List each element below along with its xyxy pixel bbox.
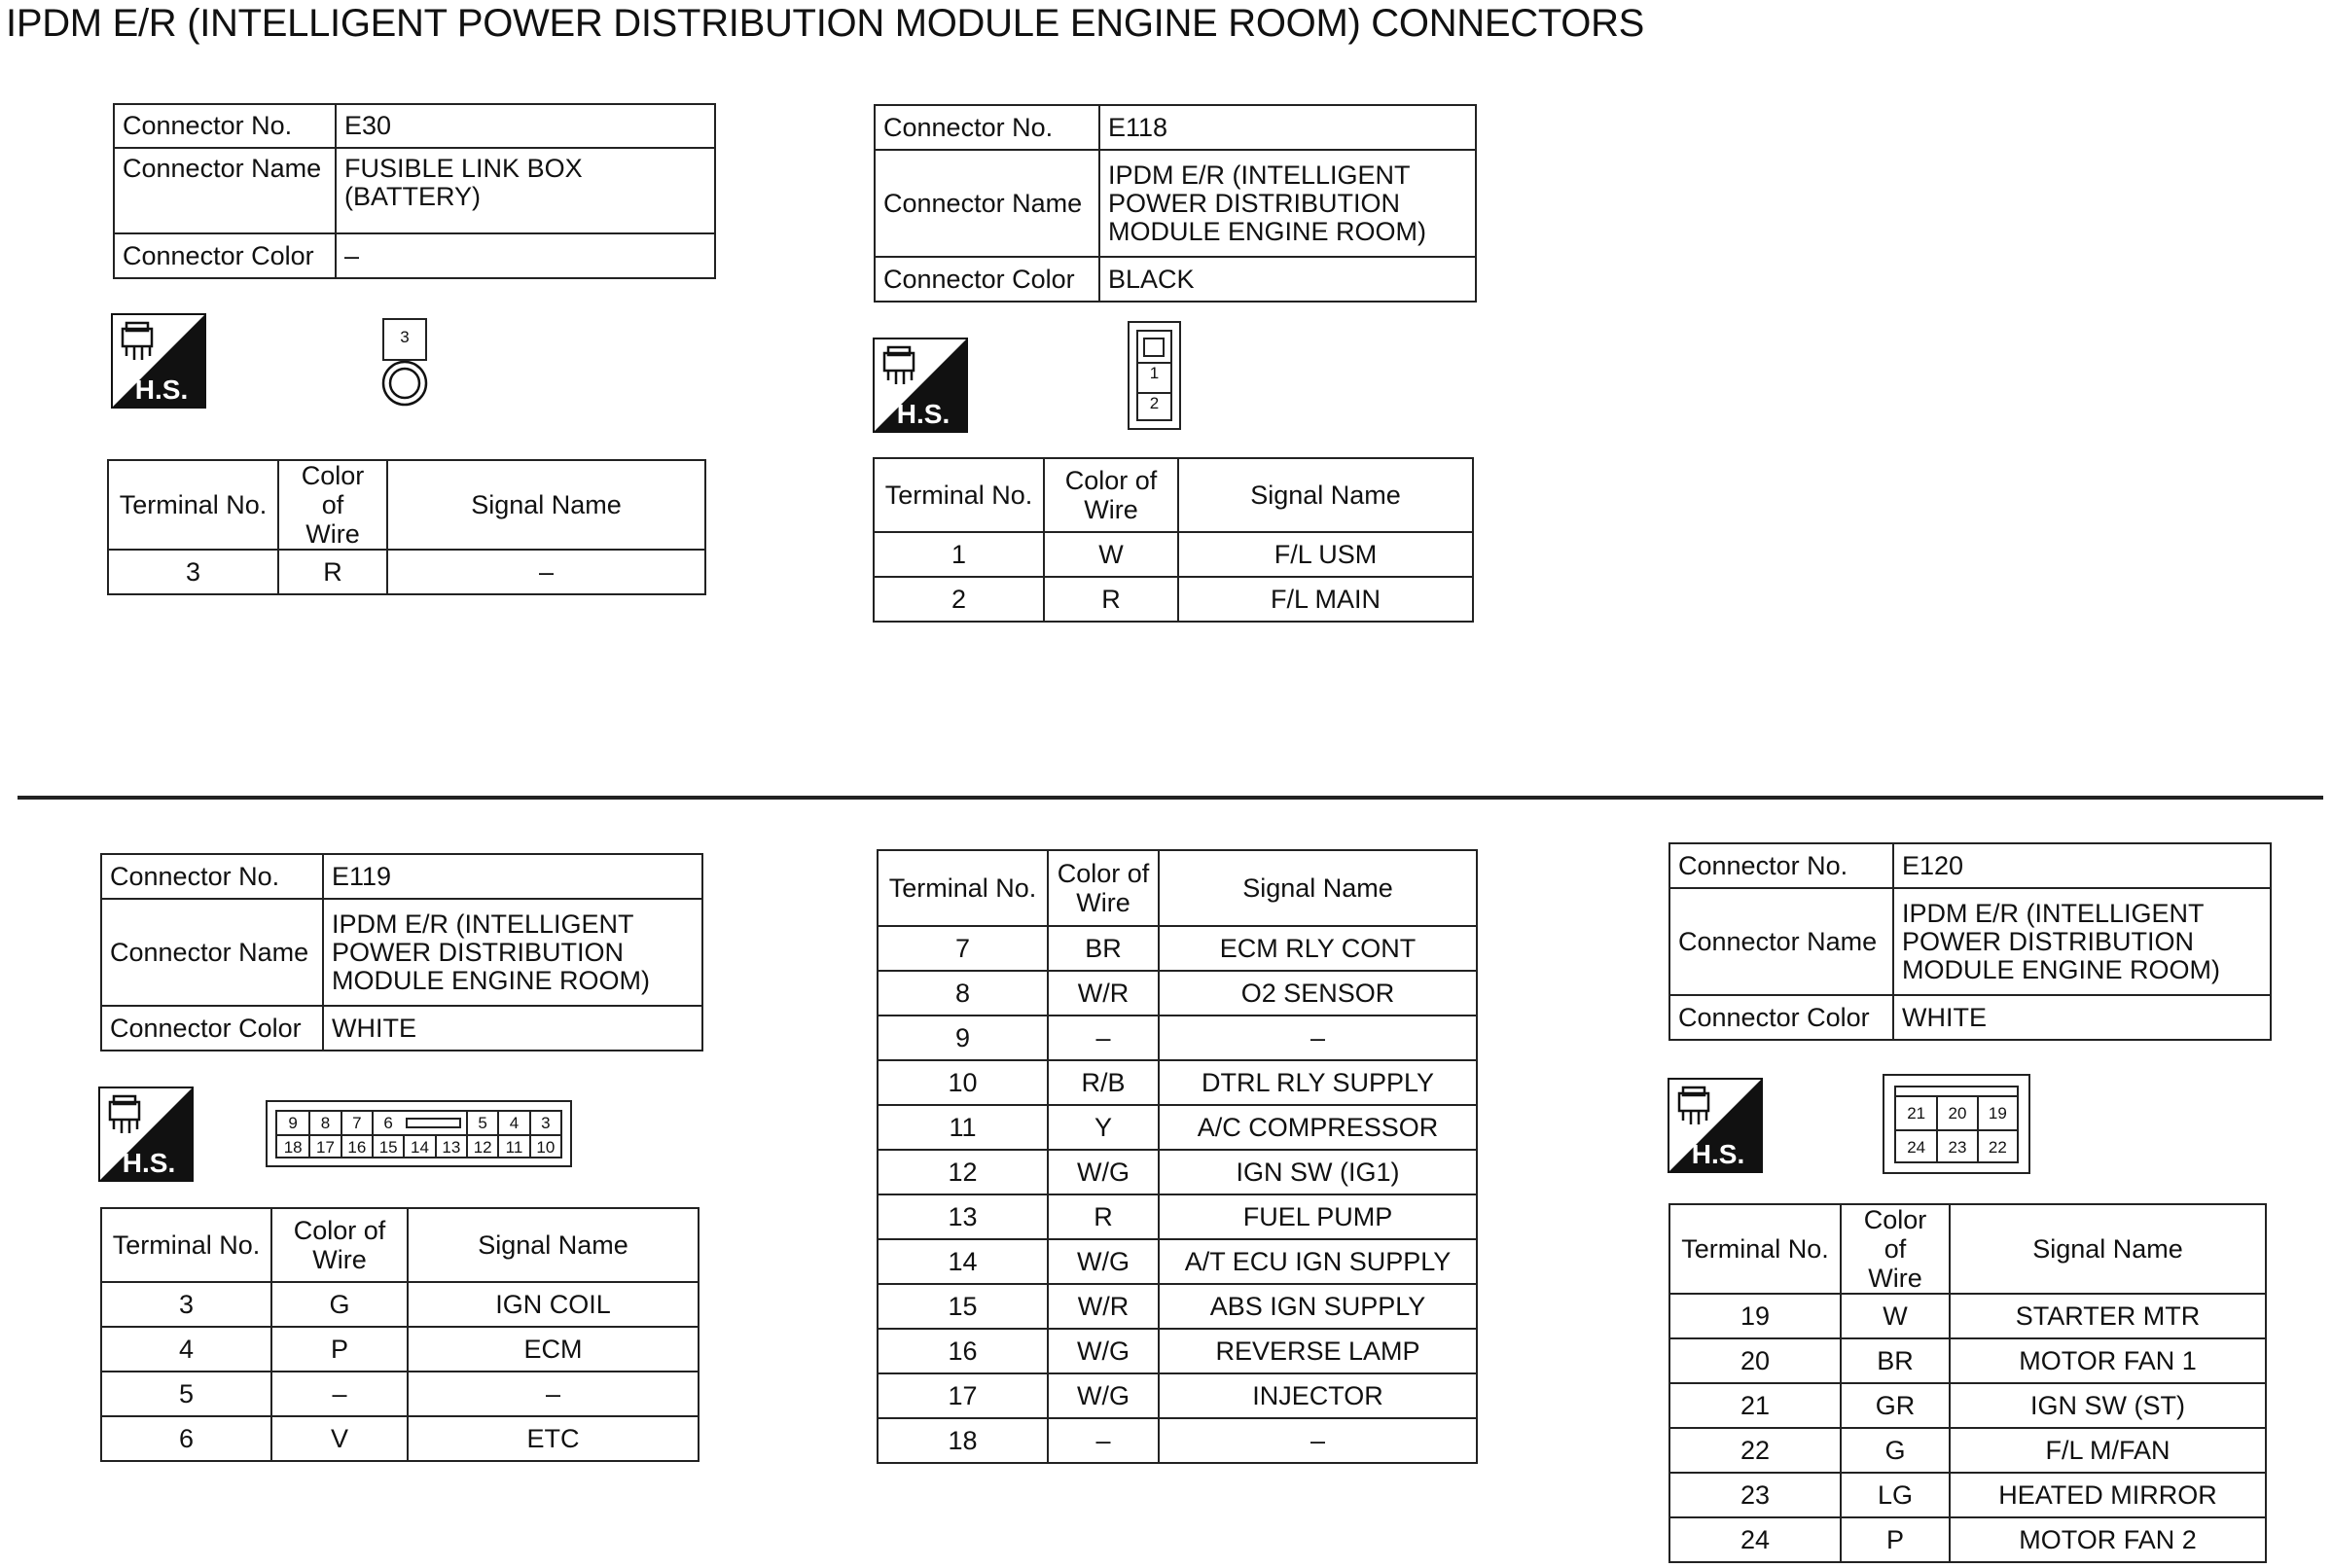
table-row [1669, 1473, 2266, 1517]
header-terminal-no: Terminal No. [874, 458, 1044, 532]
signal-name-cell: DTRL RLY SUPPLY [1159, 1060, 1477, 1105]
face-terminal: 4 [497, 1112, 528, 1134]
svg-text:H.S.: H.S. [1691, 1139, 1745, 1169]
svg-text:H.S.: H.S. [896, 399, 951, 429]
terminal-no-cell: 15 [878, 1284, 1048, 1329]
signal-name-cell: MOTOR FAN 2 [1950, 1517, 2266, 1562]
face-terminal: 19 [1977, 1097, 2017, 1129]
signal-name-cell: – [1159, 1418, 1477, 1463]
header-color-of-wire: Color of Wire [1841, 1204, 1950, 1294]
wire-color-cell: P [1841, 1517, 1950, 1562]
wire-color-cell: W/R [1048, 971, 1159, 1016]
face-terminal: 16 [341, 1134, 372, 1157]
ring-terminal-icon [379, 360, 430, 410]
wire-color-cell: W/G [1048, 1329, 1159, 1373]
face-terminal: 10 [529, 1134, 560, 1157]
table-row [878, 1105, 1477, 1150]
table-row [1669, 1428, 2266, 1473]
terminal-no-cell: 21 [1669, 1383, 1841, 1428]
terminal-table-e119-b [877, 849, 1478, 1464]
connector-info-e120 [1668, 842, 2272, 1041]
face-terminal: 21 [1907, 1104, 1926, 1123]
terminal-no-cell: 13 [878, 1194, 1048, 1239]
table-row [1669, 1383, 2266, 1428]
table-row [878, 1373, 1477, 1418]
wire-color-cell: W/G [1048, 1239, 1159, 1284]
connector-no-value: E30 [336, 104, 715, 148]
face-terminal: 20 [1936, 1097, 1976, 1129]
table-row: 3 G IGN COIL [101, 1282, 699, 1327]
harness-side-icon [1668, 1078, 1763, 1173]
wire-color-cell: – [1048, 1016, 1159, 1060]
header-signal-name: Signal Name [1950, 1204, 2266, 1294]
table-row [878, 1016, 1477, 1060]
table-row [1669, 1338, 2266, 1383]
terminal-no-cell: 23 [1669, 1473, 1841, 1517]
face-terminal: 24 [1896, 1129, 1936, 1161]
wire-color-cell: – [1048, 1418, 1159, 1463]
label-connector-color: Connector Color [1669, 995, 1893, 1040]
face-terminal: 18 [277, 1134, 308, 1157]
table-row [878, 1060, 1477, 1105]
label-connector-color: Connector Color [114, 233, 336, 278]
connector-name-value: IPDM E/R (INTELLIGENT POWER DISTRIBUTION MODULE ENGINE ROOM) [1099, 150, 1476, 257]
connector-face-e119 [266, 1100, 572, 1167]
header-signal-name: Signal Name [1178, 458, 1473, 532]
connector-latch-slot [406, 1118, 461, 1128]
wire-color-cell: BR [1048, 926, 1159, 971]
face-terminal: 2 [1136, 392, 1172, 413]
header-signal-name: Signal Name [387, 460, 705, 550]
terminal-no-cell: 17 [878, 1373, 1048, 1418]
table-row: 2 R F/L MAIN [874, 577, 1473, 622]
signal-name-cell: REVERSE LAMP [1159, 1329, 1477, 1373]
face-terminal: 11 [497, 1134, 528, 1157]
connector-face-e118 [1128, 321, 1181, 430]
label-connector-color: Connector Color [101, 1006, 323, 1051]
signal-name-cell: – [1159, 1016, 1477, 1060]
table-row [878, 1239, 1477, 1284]
wire-color-cell: LG [1841, 1473, 1950, 1517]
face-terminal: 12 [466, 1134, 497, 1157]
header-signal-name: Signal Name [1159, 850, 1477, 926]
signal-name-cell: INJECTOR [1159, 1373, 1477, 1418]
table-row [878, 926, 1477, 971]
terminal-no-cell: 24 [1669, 1517, 1841, 1562]
signal-name-cell: A/C COMPRESSOR [1159, 1105, 1477, 1150]
header-terminal-no: Terminal No. [108, 460, 278, 550]
face-terminal: 17 [308, 1134, 340, 1157]
face-terminal: 3 [400, 328, 410, 346]
terminal-no-cell: 16 [878, 1329, 1048, 1373]
terminal-no-cell: 19 [1669, 1294, 1841, 1338]
connector-name-value: FUSIBLE LINK BOX (BATTERY) [336, 148, 715, 233]
terminal-no-cell: 7 [878, 926, 1048, 971]
face-terminal: 14 [403, 1134, 434, 1157]
wire-color-cell: Y [1048, 1105, 1159, 1150]
harness-side-icon [873, 338, 968, 433]
wire-color-cell: BR [1841, 1338, 1950, 1383]
wire-color-cell: GR [1841, 1383, 1950, 1428]
face-terminal: 1 [1136, 362, 1172, 383]
header-terminal-no: Terminal No. [1669, 1204, 1841, 1294]
terminal-no-cell: 18 [878, 1418, 1048, 1463]
table-row: 1 W F/L USM [874, 532, 1473, 577]
wire-color-cell: R [1048, 1194, 1159, 1239]
table-row [1669, 1517, 2266, 1562]
header-color-of-wire: Color of Wire [271, 1208, 408, 1282]
hs-label: H.S. [134, 374, 189, 405]
signal-name-cell: IGN SW (ST) [1950, 1383, 2266, 1428]
terminal-no-cell: 11 [878, 1105, 1048, 1150]
wire-color-cell: W/G [1048, 1150, 1159, 1194]
section-divider [18, 796, 2323, 800]
connector-info-e119 [100, 853, 703, 1051]
header-color-of-wire: Color of Wire [1048, 850, 1159, 926]
connector-no-value: E120 [1893, 843, 2271, 888]
label-connector-no: Connector No. [875, 105, 1099, 150]
terminal-no-cell: 12 [878, 1150, 1048, 1194]
label-connector-name: Connector Name [875, 150, 1099, 257]
terminal-table-e119-a [100, 1207, 700, 1462]
connector-color-value: – [336, 233, 715, 278]
terminal-table-e30 [107, 459, 706, 595]
connector-info-e118 [874, 104, 1477, 303]
table-row [878, 1150, 1477, 1194]
page-title: IPDM E/R (INTELLIGENT POWER DISTRIBUTION MODULE ENGINE ROOM) CONNECTORS [6, 2, 1645, 45]
table-row [1669, 1294, 2266, 1338]
connector-color-value: WHITE [323, 1006, 702, 1051]
signal-name-cell: HEATED MIRROR [1950, 1473, 2266, 1517]
table-row [878, 1418, 1477, 1463]
terminal-no-cell: 22 [1669, 1428, 1841, 1473]
label-connector-no: Connector No. [101, 854, 323, 899]
label-connector-name: Connector Name [101, 899, 323, 1006]
header-terminal-no: Terminal No. [101, 1208, 271, 1282]
terminal-no-cell: 8 [878, 971, 1048, 1016]
header-color-of-wire: Color of Wire [278, 460, 387, 550]
connector-color-value: WHITE [1893, 995, 2271, 1040]
terminal-no-cell: 20 [1669, 1338, 1841, 1383]
label-connector-color: Connector Color [875, 257, 1099, 302]
signal-name-cell: MOTOR FAN 1 [1950, 1338, 2266, 1383]
wire-color-cell: G [1841, 1428, 1950, 1473]
face-terminal: 7 [341, 1112, 372, 1134]
face-terminal: 22 [1977, 1129, 2017, 1161]
signal-name-cell: FUEL PUMP [1159, 1194, 1477, 1239]
table-row: 4 P ECM [101, 1327, 699, 1372]
harness-side-icon [98, 1087, 194, 1182]
terminal-table-e118 [873, 457, 1474, 623]
wire-color-cell: W/G [1048, 1373, 1159, 1418]
connector-no-value: E118 [1099, 105, 1476, 150]
connector-face-e30 [382, 318, 427, 361]
header-signal-name: Signal Name [408, 1208, 699, 1282]
harness-side-icon [111, 313, 206, 409]
face-terminal: 5 [466, 1112, 497, 1134]
terminal-no-cell: 9 [878, 1016, 1048, 1060]
face-terminal: 23 [1936, 1129, 1976, 1161]
face-terminal: 13 [435, 1134, 466, 1157]
connector-name-value: IPDM E/R (INTELLIGENT POWER DISTRIBUTION MODULE ENGINE ROOM) [1893, 888, 2271, 995]
terminal-table-e120 [1668, 1203, 2267, 1563]
svg-text:H.S.: H.S. [122, 1148, 176, 1178]
wire-color-cell: W/R [1048, 1284, 1159, 1329]
connector-no-value: E119 [323, 854, 702, 899]
table-row [878, 1329, 1477, 1373]
face-terminal: 6 [372, 1112, 403, 1134]
signal-name-cell: A/T ECU IGN SUPPLY [1159, 1239, 1477, 1284]
header-terminal-no: Terminal No. [878, 850, 1048, 926]
label-connector-no: Connector No. [1669, 843, 1893, 888]
signal-name-cell: ECM RLY CONT [1159, 926, 1477, 971]
table-row: 6 V ETC [101, 1416, 699, 1461]
signal-name-cell: IGN SW (IG1) [1159, 1150, 1477, 1194]
terminal-no-cell: 10 [878, 1060, 1048, 1105]
wire-color-cell: R/B [1048, 1060, 1159, 1105]
signal-name-cell: O2 SENSOR [1159, 971, 1477, 1016]
face-terminal: 3 [529, 1112, 560, 1134]
table-row: 3 R – [108, 550, 705, 594]
header-color-of-wire: Color of Wire [1044, 458, 1178, 532]
face-terminal: 15 [372, 1134, 403, 1157]
face-terminal: 9 [288, 1114, 298, 1132]
face-terminal: 8 [308, 1112, 340, 1134]
label-connector-name: Connector Name [114, 148, 336, 233]
table-row: 5 – – [101, 1372, 699, 1416]
wire-color-cell: W [1841, 1294, 1950, 1338]
signal-name-cell: F/L M/FAN [1950, 1428, 2266, 1473]
connector-color-value: BLACK [1099, 257, 1476, 302]
table-row [878, 1194, 1477, 1239]
signal-name-cell: ABS IGN SUPPLY [1159, 1284, 1477, 1329]
connector-info-e30 [113, 103, 716, 279]
connector-face-e120 [1883, 1074, 2030, 1174]
table-row [878, 1284, 1477, 1329]
connector-name-value: IPDM E/R (INTELLIGENT POWER DISTRIBUTION MODULE ENGINE ROOM) [323, 899, 702, 1006]
terminal-no-cell: 14 [878, 1239, 1048, 1284]
table-row [878, 971, 1477, 1016]
label-connector-no: Connector No. [114, 104, 336, 148]
label-connector-name: Connector Name [1669, 888, 1893, 995]
signal-name-cell: STARTER MTR [1950, 1294, 2266, 1338]
